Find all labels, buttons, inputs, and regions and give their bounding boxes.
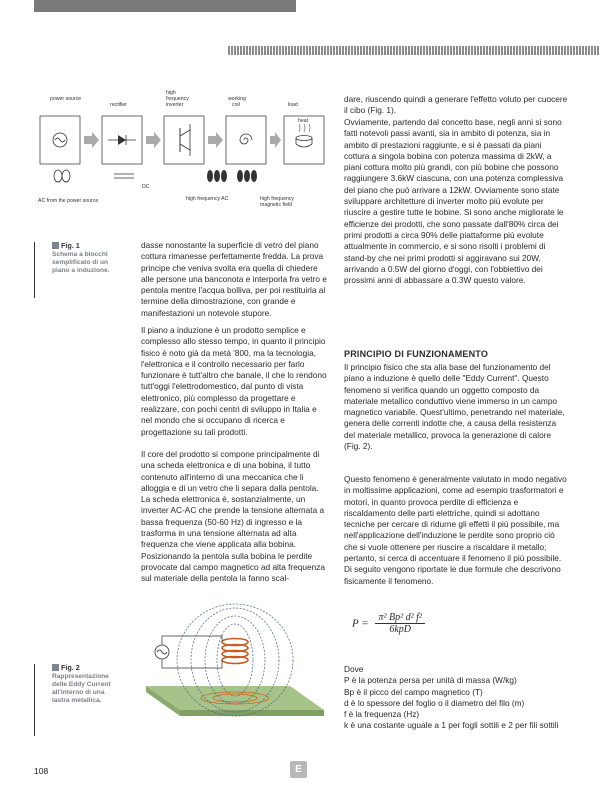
fig1-caption-text: Schema a blocchi semplificato di un piano a induzione. xyxy=(52,251,110,274)
fig1-label-hf-field1: high frequency xyxy=(260,196,295,202)
formula-denominator: 6kpD xyxy=(389,624,411,635)
fig1-caption xyxy=(52,242,114,275)
fig1-label-ac-source: AC from the power source xyxy=(38,198,99,204)
header-stripe xyxy=(228,46,600,55)
formula-numerator: π² Bp² d² f² xyxy=(375,612,424,624)
fig1-label-coil: coil xyxy=(232,102,240,108)
fig2-caption-tag: Fig. 2 xyxy=(61,663,80,672)
section-heading: PRINCIPIO DI FUNZIONAMENTO xyxy=(344,349,489,359)
variables-list xyxy=(344,664,574,732)
formula-lhs: P = xyxy=(352,617,369,630)
fig1-caption-tag: Fig. 1 xyxy=(61,241,80,250)
page-number: 108 xyxy=(34,766,49,776)
variable-item: Bp è il picco del campo magnetico (T) xyxy=(344,686,483,697)
variable-item: P è la potenza persa per unità di massa (W/kg) xyxy=(344,675,517,686)
fig1-label-hf-ac: high frequency AC xyxy=(186,196,229,202)
col1-paragraph-1: dasse nonostante la superficie di vetro del piano cottura rimanesse perfettamente fredda. La prova principe che veniva svolta era quella di chiedere alle persone una banconota e interporla fra vetro e pentola mentre l'acqua bolliva, per poi restituirla al termine della dimostrazione, con grande e manifestazioni un notevole stupore. xyxy=(141,240,327,318)
fig1-label-rectifier: rectifier xyxy=(110,102,128,108)
fig2-caption xyxy=(52,664,114,705)
power-loss-formula xyxy=(352,612,425,635)
fig2-caption-text: Rappresentazione delle Eddy Current all'interno di una lastra metallica. xyxy=(52,673,111,704)
fig1-label-hf-field2: magnetic field xyxy=(260,202,293,208)
variables-title: Dove xyxy=(344,664,364,674)
col2-paragraph-2: Ovviamente, partendo dal concetto base, negli anni si sono fatti notevoli passi avanti, sia in ambito di potenza, sia in ambito di prestazioni raggiunte, e si è passati da piani cottura a singola bobina con potenza massima di 2kW, a piani cottura molto più grandi, con più bobine che possono raggiungere 3.6kW ciascuna, con una potenza complessiva del piano che può arrivare a 12kW. Ovviamente sono state sviluppare architetture di inverter molto più evolute per riuscire a gestire tutte le bobine. Si sono anche migliorate le efficienze dei prodotti, che sono passate dall'80% circa dei primi prodotti a circa 90% delle piattaforme più evolute attualmente in commercio, e si sono risolti i problemi di stand-by che nei primi prodotti si aggiravano sui 20W, arrivando a 0.5W del giorno d'oggi, con l'obbiettivo dei prossimi anni di abbassare a 0.3W questo valore. xyxy=(344,117,564,286)
col2-paragraph-4: Questo fenomeno è generalmente valutato in modo negativo in moltissime applicazioni, come ad esempio trasformatori e motori, in quanto provoca perdite di efficienza e riscaldamento delle parti elettriche, quindi si adottano tecniche per cercare di ridurne gli effetti il più possibile, ma nell'applicazione dell'induzione le perdite sono proprio ciò che si vuole ottenere per riuscire a riscaldare il metallo; pertanto, si cerca di accentuare il fenomeno il più possibile. Di seguito vengono riportate le due formule che descrivono fisicamente il fenomeno. xyxy=(344,474,567,586)
publisher-logo: E xyxy=(290,761,307,778)
fig1-label-hf2: frequency xyxy=(166,96,189,102)
fig1-label-dc: DC xyxy=(142,184,150,190)
col1-paragraph-2: Il piano a induzione è un prodotto semplice e complesso allo stesso tempo, in quanto il principio fisico è noto già da metà '800, ma la tecnologia, l'elettronica e il controllo necessario per farlo funzionare è tutt'altro che banale, il che lo rendono tutt'oggi l'elettrodomestico, dal punto di vista elettronico, più complesso da progettare e realizzare, con pochi centri di sviluppo in Italia e nel mondo che si occupano di ricerca e progettazione su tali prodotti. xyxy=(141,325,327,437)
fig1-label-heat: heat xyxy=(298,118,309,124)
header-bar xyxy=(34,0,296,12)
figure-2-illustration xyxy=(140,600,330,720)
fig1-label-hf3: inverter xyxy=(166,102,184,108)
fig1-label-working: working xyxy=(228,96,246,102)
figure-1-diagram xyxy=(34,88,334,213)
col2-paragraph-3: Il principio fisico che sta alla base del funzionamento del piano a induzione è quello delle "Eddy Current". Questo fenomeno si verifica quando un oggetto composto da materiale metallico conduttivo viene immerso in un campo magnetico variabile. Quest'ultimo, penetrando nel materiale, genera delle correnti indotte che, a causa della resistenza del materiale metallico, provoca la generazione di calore (Fig. 2). xyxy=(344,362,565,452)
fig1-label-load: load xyxy=(288,102,298,108)
variable-item: f è la frequenza (Hz) xyxy=(344,709,420,720)
variable-item: k è una costante uguale a 1 per fogli sottili e 2 per fili sottili xyxy=(344,720,559,731)
variable-item: d è lo spessore del foglio o il diametro del filo (m) xyxy=(344,697,525,708)
col2-paragraph-1: dare, riuscendo quindi a generare l'effetto voluto per cuocere il cibo (Fig. 1). xyxy=(344,94,568,116)
fig1-label-hf1: high xyxy=(166,90,176,96)
fig2-caption-rule xyxy=(34,664,35,736)
col1-paragraph-3: Il core del prodotto si compone principalmente di una scheda elettronica e di una bobina, il tutto contenuto all'interno di una meccanica che li alloggia e di un vetro che li separa dalla pentola. La scheda elettronica è, sostanzialmente, un inverter AC-AC che prende la tensione alternata a bassa frequenza (50-60 Hz) di ingresso e la trasforma in una tensione alternata ad alta frequenza che viene applicata alla bobina. Posizionando la pentola sulla bobina le perdite provocate dal campo magnetico ad alta frequenza sul materiale della pentola la fanno scal- xyxy=(141,449,326,584)
fig1-label-power-source: power source xyxy=(50,96,82,102)
fig1-caption-rule xyxy=(34,242,35,298)
